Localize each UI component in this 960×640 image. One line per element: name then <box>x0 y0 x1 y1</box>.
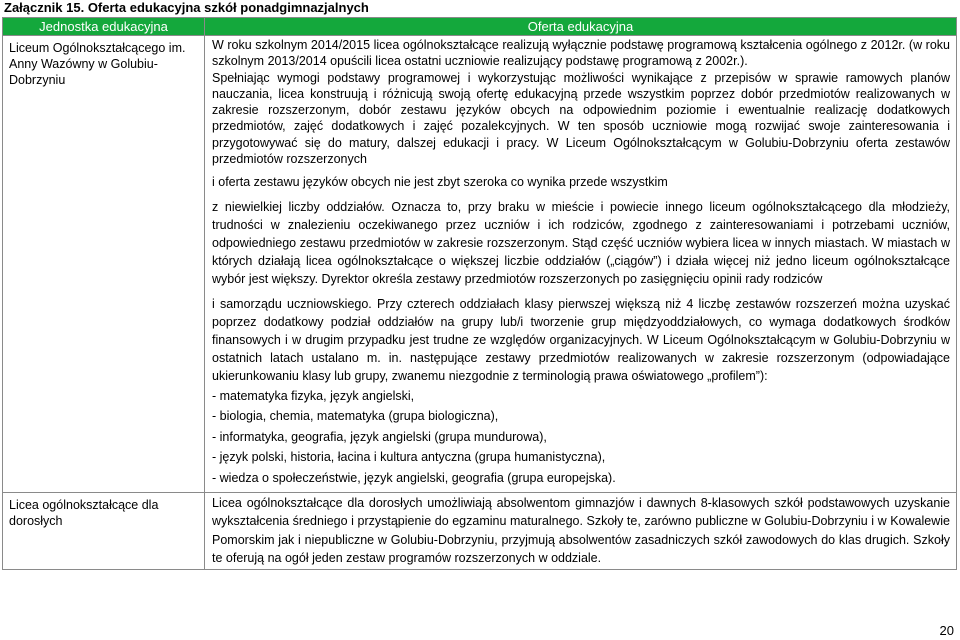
offer-cell-adult-licea <box>205 493 957 570</box>
profile-list-item: - informatyka, geografia, język angielski (grupa mundurowa), <box>212 429 547 444</box>
offer-paragraph: i oferta zestawu języków obcych nie jest zbyt szeroka co wynika przede wszystkim <box>212 175 668 190</box>
profile-list-item: - język polski, historia, łacina i kultura antyczna (grupa humanistyczna), <box>212 450 606 465</box>
offer-paragraph: z niewielkiej liczby oddziałów. Oznacza to, przy braku w mieście i powiecie innego liceum ogólnokształcącego dla młodzieży, trudności w znalezieniu oczekiwanego przez uczniów i ich rodziców, zgodnego z zainteresowaniami i potrzebami uczniów, odpowiedniego zestawu przedmiotów w zakresie rozszerzonym. Stąd część uczniów wybiera licea w innych miastach. W miastach w których działają licea ogólnokształcące o większej liczbie oddziałów („ciągów”) i działa więcej niż jedno liceum ogólnokształcące wybór jest większy. Dyrektor określa zestawy przedmiotów rozszerzonych po zasięgnięciu opinii rady rodziców <box>212 199 950 287</box>
column-header-unit: Jednostka edukacyjna <box>3 18 205 36</box>
offer-paragraph: i samorządu uczniowskiego. Przy czterech oddziałach klasy pierwszej większą niż 4 liczbę zestawów rozszerzeń można uzyskać poprzez dodatkowy podział oddziałów na grupy lub/i tworzenie grup międzyoddziałowych, co wymaga dodatkowych środków finansowych i w drugim przypadku jest trudne ze względów organizacyjnych. W Liceum Ogólnokształcącym w Golubiu-Dobrzyniu w ostatnich latach ustalano m. in. następujące zestawy przedmiotów realizowanych w zakresie rozszerzonym (odpowiadające ukierunkowaniu klasy lub grupy, zwanemu niezgodnie z terminologią prawa oświatowego „profilem”): <box>212 296 950 384</box>
column-header-offer: Oferta edukacyjna <box>205 18 957 36</box>
offer-cell-liceum <box>205 36 957 493</box>
table-header-row <box>3 18 957 36</box>
table-row <box>3 36 957 493</box>
unit-cell-liceum <box>3 36 205 493</box>
offer-paragraph: W roku szkolnym 2014/2015 licea ogólnokształcące realizują wyłącznie podstawę programową kształcenia ogólnego z 2012r. (w roku szkolnym 2013/2014 opuścili licea ostatni uczniowie realizujący podstawę programową z 2002r.). <box>212 38 950 69</box>
education-offer-table <box>2 17 957 570</box>
profile-list-item: - biologia, chemia, matematyka (grupa biologiczna), <box>212 409 499 424</box>
document-title: Załącznik 15. Oferta edukacyjna szkół ponadgimnazjalnych <box>4 0 369 15</box>
table-row <box>3 493 957 570</box>
profile-list-item: - matematyka fizyka, język angielski, <box>212 388 415 403</box>
unit-name: Licea ogólnokształcące dla dorosłych <box>9 498 159 529</box>
offer-paragraph: Licea ogólnokształcące dla dorosłych umożliwiają absolwentom gimnazjów i dawnych 8-klasowych szkół podstawowych uzyskanie wykształcenia średniego i przystąpienie do egzaminu maturalnego. Szkoły te, zarówno publiczne w Golubiu-Dobrzyniu i w Kowalewie Pomorskim jak i niepubliczne w Golubiu-Dobrzyniu, przyjmują absolwentów zasadniczych szkół zawodowych do klas drugich. Szkoły te oferują na ogół jeden zestaw programów rozszerzonych w oddziale. <box>212 496 950 565</box>
profile-list-item: - wiedza o społeczeństwie, język angielski, geografia (grupa europejska). <box>212 470 616 485</box>
unit-cell-adult-licea <box>3 493 205 570</box>
unit-name: Liceum Ogólnokształcącego im. Anny Wazówny w Golubiu-Dobrzyniu <box>9 41 186 87</box>
offer-paragraph: Spełniając wymogi podstawy programowej i wykorzystując możliwości wynikające z przepisów w sprawie ramowych planów nauczania, licea konstruują i różnicują swoją ofertę edukacyjną przede wszystkim poprzez dobór przedmiotów realizowanych w zakresie rozszerzonym, dobór zestawu języków obcych na odpowiednim poziomie i ewentualnie realizację dodatkowych przedmiotów, zajęć dodatkowych i zajęć pozalekcyjnych. W ten sposób uczniowie mogą rozwijać swoje zainteresowania i przygotowywać się do matury, dalszej edukacji i pracy. W Liceum Ogólnokształcącym w Golubiu-Dobrzyniu oferta zestawów przedmiotów rozszerzonych <box>212 70 950 167</box>
page-number: 20 <box>939 623 954 638</box>
